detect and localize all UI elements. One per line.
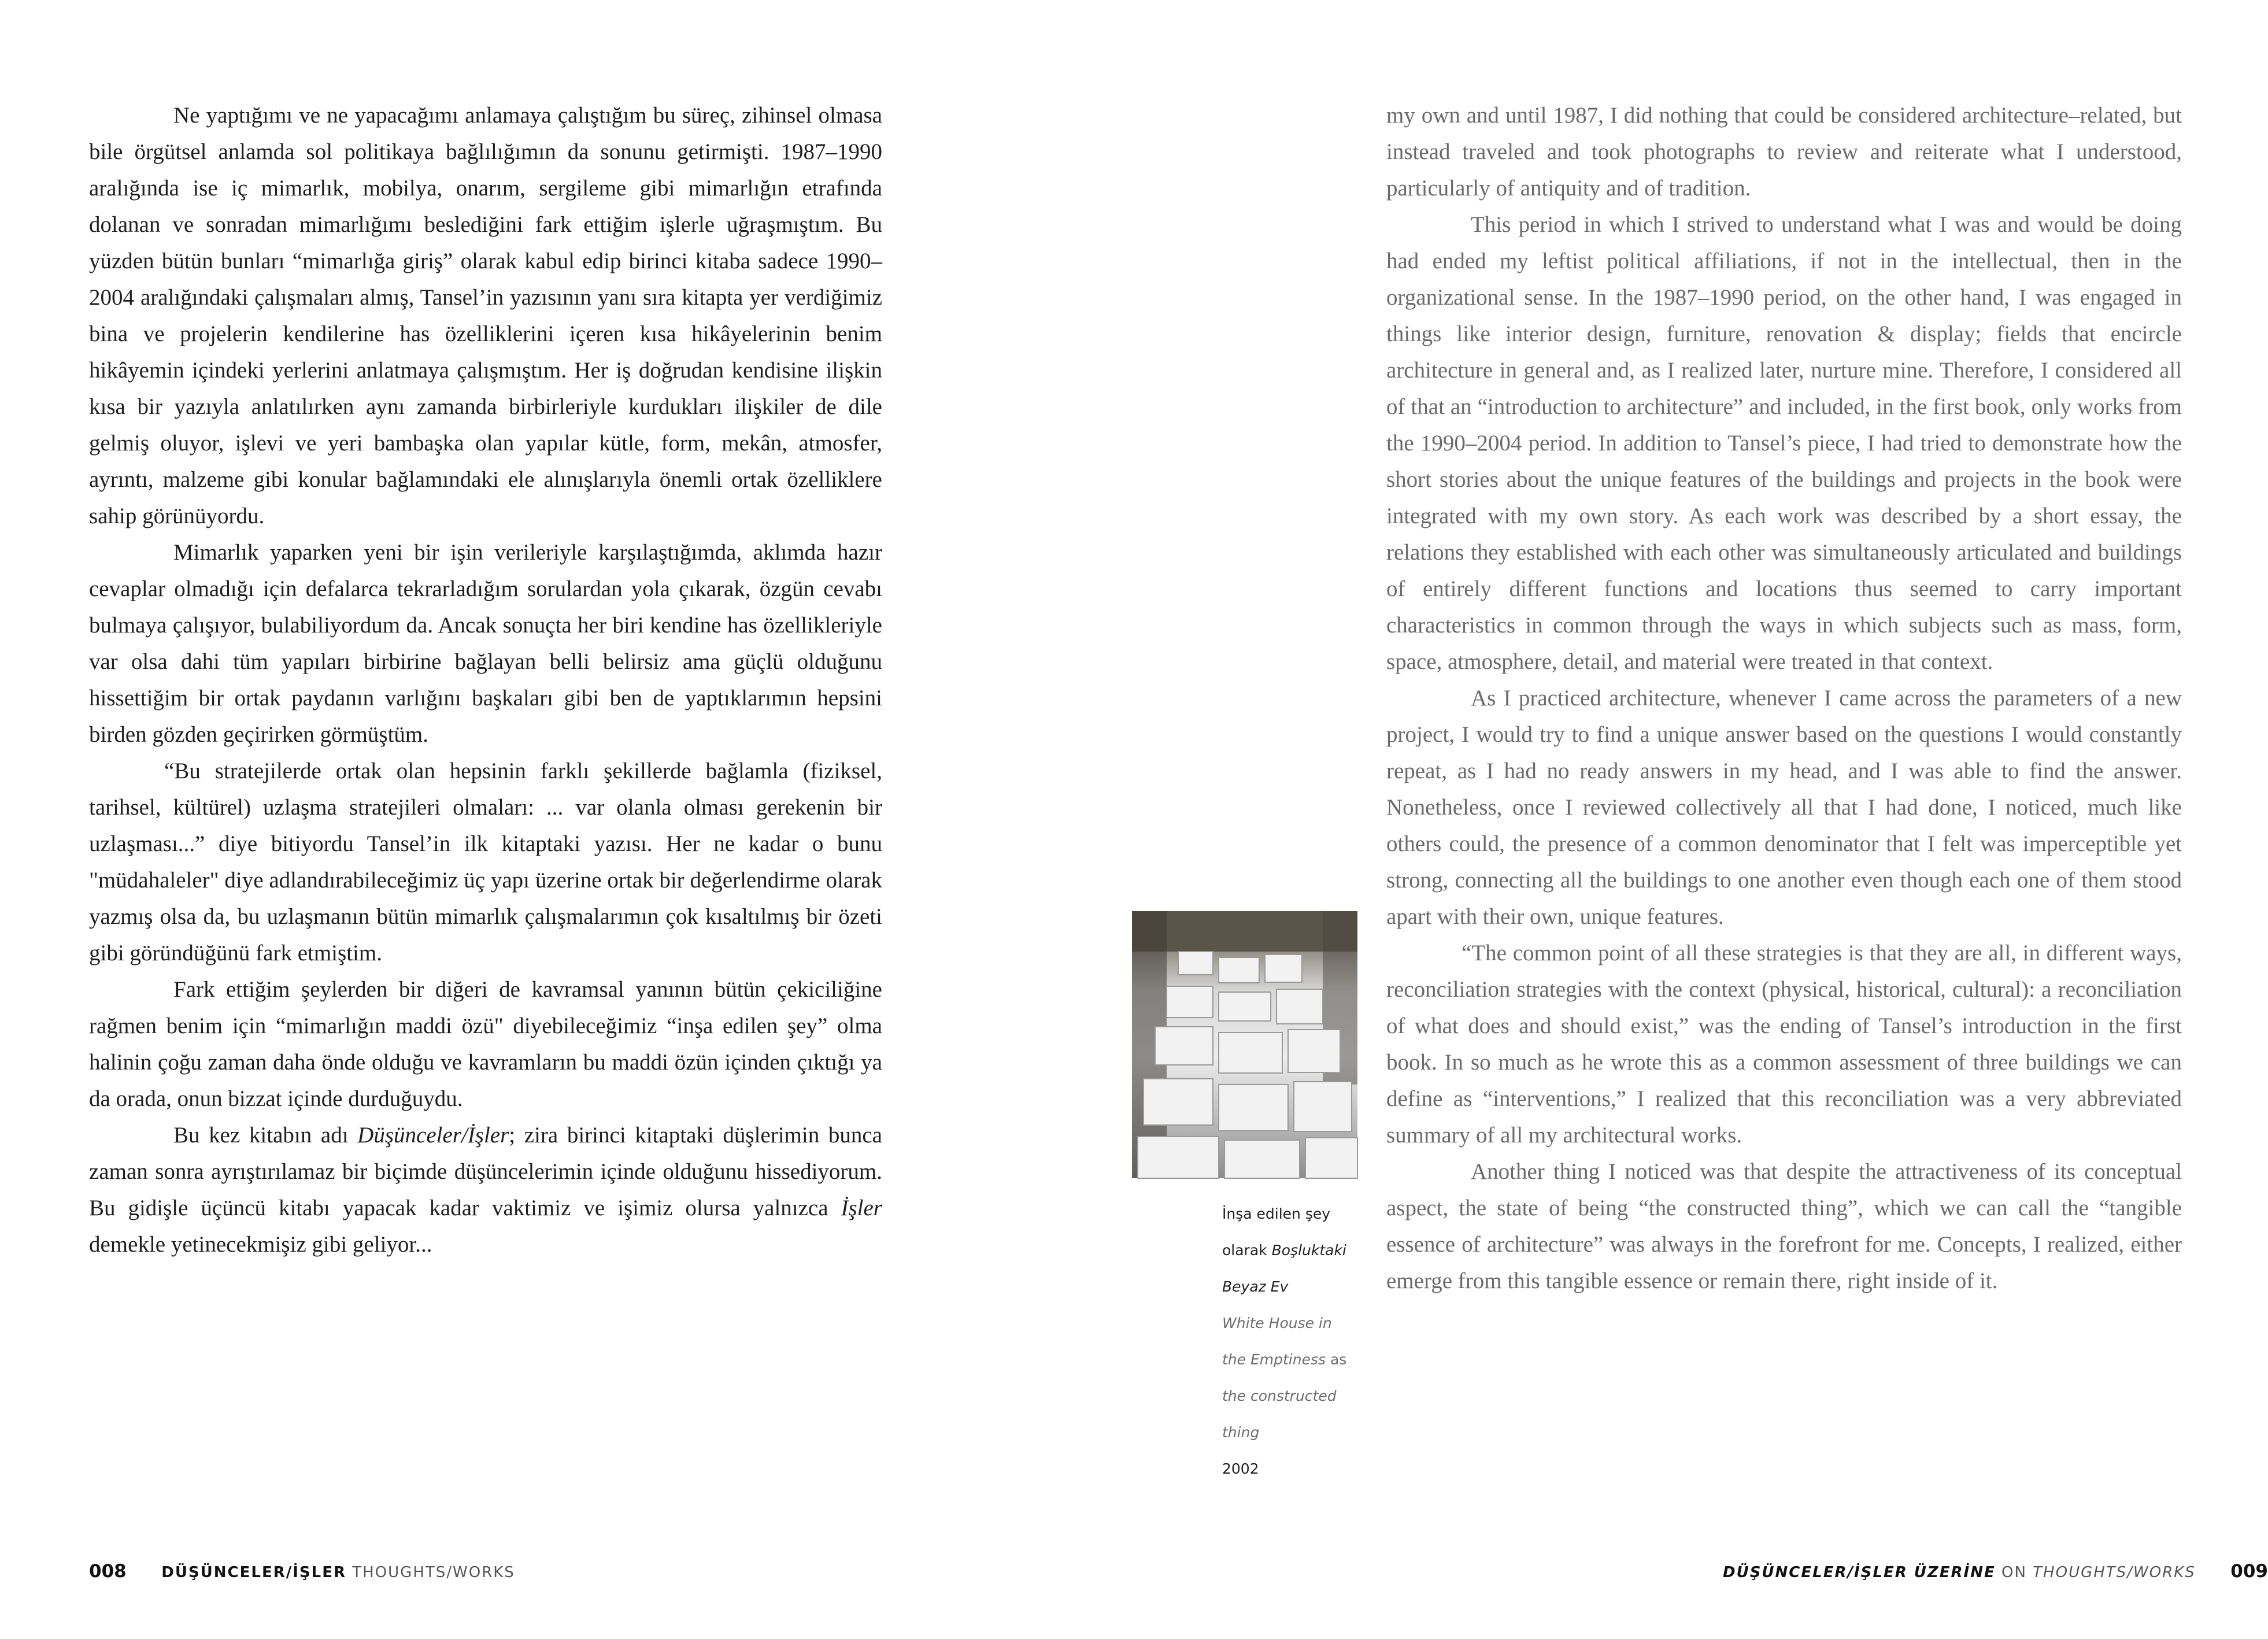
white-house-photo bbox=[1132, 911, 1357, 1178]
right-footer-title-en: THOUGHTS/WORKS bbox=[2033, 1564, 2196, 1581]
caption-line-7: thing bbox=[1222, 1424, 1260, 1441]
en-paragraph-2: This period in which I strived to understand what I was and would be doing had ended my leftist political affiliations, if not in the intellectual, then in the organizational sense. In the 1987–1990 period, on the other hand, I was engaged in things like interior design, furniture, renovation & display; fields that encircle architecture in general and, as I realized later, nurture mine. Therefore, I considered all of that an “introduction to architecture” and included, in the first book, only works from the 1990–2004 period. In addition to Tansel’s piece, I had tried to demonstrate how the short stories about the unique features of the buildings and projects in the book were integrated with my own story. As each work was described by a short essay, the relations they established with each other was simultaneously articulated and buildings of entirely different functions and locations thus seemed to carry important characteristics in common through the ways in which subjects such as mass, form, space, atmosphere, detail, and material were treated in that context. bbox=[1386, 212, 2182, 674]
right-footer-title-tr: DÜŞÜNCELER/İŞLER ÜZERİNE bbox=[1723, 1564, 1996, 1581]
caption-line-4: White House in bbox=[1222, 1315, 1332, 1331]
left-footer-title-tr: DÜŞÜNCELER/İŞLER bbox=[161, 1564, 346, 1581]
right-footer bbox=[1723, 1561, 2268, 1582]
tr-paragraph-3: “Bu stratejilerde ortak olan hepsinin farklı şekillerde bağlamla (fiziksel, tarihsel, kültürel) uzlaşma stratejileri olmaları: ... var olanla olması gerekenin bir uzlaşması...” diye bitiyordu Tansel’in ilk kitaptaki yazısı. Her ne kadar o bunu "müdahaleler" diye adlandırabileceğimiz üç yapı üzerine ortak bir değerlendirme olarak yazmış olsa da, bu uzlaşmanın bütün mimarlık çalışmalarımın çok kısaltılmış bir özeti gibi göründüğünü fark etmiştim. bbox=[89, 759, 882, 965]
caption-line-2 bbox=[1222, 1232, 1361, 1268]
caption-line-6: the constructed bbox=[1222, 1388, 1337, 1404]
tr-p5-text-b: ; zira birinci kitaptaki düşlerimin bunca zaman sonra ayrıştırılamaz bir biçimde düşüncelerimin içinde olduğunu hissediyorum. Bu gidişle üçüncü kitabı yapacak kadar vaktimiz ve işimiz olursa yalnızca bbox=[89, 1123, 882, 1220]
caption-line-2-italic: Boşluktaki bbox=[1271, 1242, 1346, 1259]
page-number-left: 008 bbox=[89, 1561, 127, 1582]
word-isler-italic: İşler bbox=[841, 1196, 882, 1220]
caption-line-3: Beyaz Ev bbox=[1222, 1278, 1289, 1295]
en-paragraph-1: my own and until 1987, I did nothing that could be considered architecture–related, but instead traveled and took photographs to review and reiterate what I understood, particularly of antiquity and of tradition. bbox=[1386, 103, 2182, 201]
left-page bbox=[0, 0, 1127, 1639]
en-paragraph-4: “The common point of all these strategies is that they are all, in different ways, reconciliation strategies with the context (physical, historical, cultural): a reconciliation of what does and should exist,” was the ending of Tansel’s introduction in the first book. In so much as he wrote this as a common assessment of three buildings we can define as “interventions,” I realized that this reconciliation was a very abbreviated summary of all my architectural works. bbox=[1386, 941, 2182, 1148]
tr-paragraph-5 bbox=[89, 1117, 882, 1263]
left-footer-title-en: THOUGHTS/WORKS bbox=[352, 1564, 515, 1581]
caption-line-1: İnşa edilen şey bbox=[1222, 1205, 1331, 1222]
tr-paragraph-1: Ne yaptığımı ve ne yapacağımı anlamaya çalıştığım bu süreç, zihinsel olmasa bile örgütsel anlamda sol politikaya bağlılığımın da sonunu getirmişti. 1987–1990 aralığında ise iç mimarlık, mobilya, onarım, sergileme gibi mimarlığın etrafında dolanan ve sonradan mimarlığımı beslediğini fark ettiğim işlerle uğraşmıştım. Bu yüzden bütün bunları “mimarlığa giriş” olarak kabul edip birinci kitaba sadece 1990–2004 aralığındaki çalışmaları almış, Tansel’in yazısının yanı sıra kitapta yer verdiğimiz bina ve projelerin kendilerine has özelliklerini içeren kısa hikâyelerinin benim hikâyemin içindeki yerlerini anlatmaya çalışmıştım. Her iş doğrudan kendisine ilişkin kısa bir yazıyla anlatılırken aynı zamanda birbirleriyle kurdukları ilişkiler de dile gelmiş oluyor, işlevi ve yeri bambaşka olan yapılar kütle, form, mekân, atmosfer, ayrıntı, malzeme gibi konular bağlamındaki ele alınışlarıyla önemli ortak özelliklere sahip görünüyordu. bbox=[89, 103, 882, 528]
caption-line-5-italic: the Emptiness bbox=[1222, 1351, 1326, 1368]
book-title-italic: Düşünceler/İşler bbox=[357, 1123, 509, 1148]
caption-line-5 bbox=[1222, 1341, 1361, 1378]
caption-line-2-plain: olarak bbox=[1222, 1242, 1272, 1259]
en-paragraph-3: As I practiced architecture, whenever I came across the parameters of a new project, I would try to find a unique answer based on the questions I would constantly repeat, as I had no ready answers in my head, and I was able to find the answer. Nonetheless, once I reviewed collectively all that I had done, I noticed, much like others could, the presence of a common denominator that I felt was imperceptible yet strong, connecting all the buildings to one another even though each one of them stood apart with their own, unique features. bbox=[1386, 686, 2182, 929]
en-paragraph-5: Another thing I noticed was that despite the attractiveness of its conceptual aspect, the state of being “the constructed thing”, which we can call the “tangible essence of architecture” was always in the forefront for me. Concepts, I realized, either emerge from this tangible essence or remain there, right inside of it. bbox=[1386, 1159, 2182, 1293]
tr-p5-text-c: demekle yetinecekmişiz gibi geliyor... bbox=[89, 1232, 432, 1257]
tr-p5-text-a: Bu kez kitabın adı bbox=[173, 1123, 358, 1148]
turkish-text-column bbox=[89, 97, 882, 1263]
photo-caption bbox=[1222, 1196, 1361, 1487]
page-number-right: 009 bbox=[2230, 1561, 2268, 1582]
caption-line-5-plain: as bbox=[1326, 1351, 1347, 1368]
english-text-column bbox=[1386, 97, 2182, 1299]
tr-paragraph-4: Fark ettiğim şeylerden bir diğeri de kavramsal yanının bütün çekiciliğine rağmen benim için “mimarlığın maddi özü" diyebileceğimiz “inşa edilen şey” olma halinin çoğu zaman daha önde olduğu ve kavramların bu maddi özün içinden çıktığı ya da orada, onun bizzat içinde durduğuydu. bbox=[89, 977, 882, 1111]
tr-paragraph-2: Mimarlık yaparken yeni bir işin verileriyle karşılaştığımda, aklımda hazır cevaplar olmadığı için defalarca tekrarladığım sorulardan yola çıkarak, özgün cevabı bulmaya çalışıyor, bulabiliyordum da. Ancak sonuçta her biri kendine has özellikleriyle var olsa dahi tüm yapıları birbirine bağlayan belli belirsiz ama güçlü olduğunu hissettiğim bir ortak paydanın varlığını başkaları gibi ben de yaptıklarımın hepsini birden gözden geçirirken görmüştüm. bbox=[89, 540, 882, 747]
caption-year: 2002 bbox=[1222, 1460, 1259, 1477]
right-footer-on: ON bbox=[2001, 1564, 2027, 1581]
left-footer bbox=[89, 1561, 515, 1582]
